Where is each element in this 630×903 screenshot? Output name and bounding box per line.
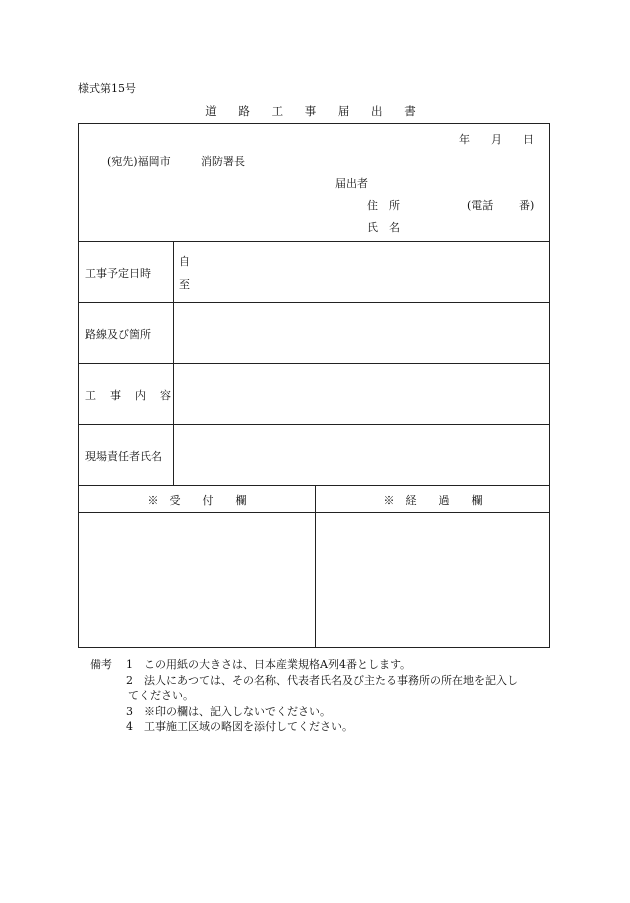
name-label: 氏 名 bbox=[367, 221, 400, 234]
address-label: 住 所 bbox=[367, 199, 400, 212]
remark-item bbox=[90, 719, 518, 735]
remark-text: てください。 bbox=[128, 689, 194, 702]
page-title: 道 路 工 事 届 出 書 bbox=[205, 104, 425, 118]
remark-item bbox=[90, 704, 518, 720]
row-divider bbox=[79, 512, 549, 513]
remark-number: 1 bbox=[126, 658, 133, 671]
remark-number: 4 bbox=[126, 720, 133, 733]
remark-continuation bbox=[90, 688, 518, 704]
route-label: 路線及び箇所 bbox=[85, 328, 151, 341]
row-divider bbox=[79, 485, 549, 486]
remark-text: 工事施工区域の略図を添付してください。 bbox=[144, 720, 353, 733]
progress-column-heading: ※ 経 過 欄 bbox=[383, 494, 483, 507]
row-divider bbox=[79, 424, 549, 425]
label-column-divider bbox=[173, 241, 174, 485]
schedule-from-label: 自 bbox=[179, 255, 190, 268]
form-number: 様式第15号 bbox=[78, 82, 136, 95]
content-label: 工事内容 bbox=[85, 389, 185, 402]
phone-close-label: 番) bbox=[519, 199, 535, 212]
notification-form bbox=[78, 123, 550, 648]
notifier-label: 届出者 bbox=[335, 177, 368, 190]
reception-column-heading: ※ 受 付 欄 bbox=[147, 494, 247, 507]
remark-item bbox=[90, 673, 518, 689]
remark-text: 法人にあつては、その名称、代表者氏名及び主たる事務所の所在地を記入し bbox=[144, 673, 518, 687]
schedule-label: 工事予定日時 bbox=[85, 267, 151, 280]
remark-text: この用紙の大きさは、日本産業規格A列4番とします。 bbox=[144, 658, 412, 671]
remark-number: 3 bbox=[126, 704, 133, 718]
remarks bbox=[90, 657, 518, 735]
remark-text: ※印の欄は、記入しないでください。 bbox=[144, 704, 331, 718]
bottom-column-divider bbox=[315, 485, 316, 648]
row-divider bbox=[79, 363, 549, 364]
addressee-prefix: (宛先)福岡市 bbox=[107, 155, 171, 168]
remark-item bbox=[90, 657, 518, 673]
remark-number: 2 bbox=[126, 673, 133, 687]
row-divider bbox=[79, 302, 549, 303]
manager-label: 現場責任者氏名 bbox=[85, 450, 162, 463]
row-divider bbox=[79, 241, 549, 242]
phone-open-label: (電話 bbox=[467, 199, 494, 212]
addressee-role: 消防署長 bbox=[201, 155, 245, 168]
date-year-label: 年 bbox=[459, 133, 470, 146]
schedule-to-label: 至 bbox=[179, 278, 190, 291]
date-day-label: 日 bbox=[523, 133, 534, 146]
remarks-heading: 備考 bbox=[90, 658, 112, 671]
date-month-label: 月 bbox=[491, 133, 502, 146]
